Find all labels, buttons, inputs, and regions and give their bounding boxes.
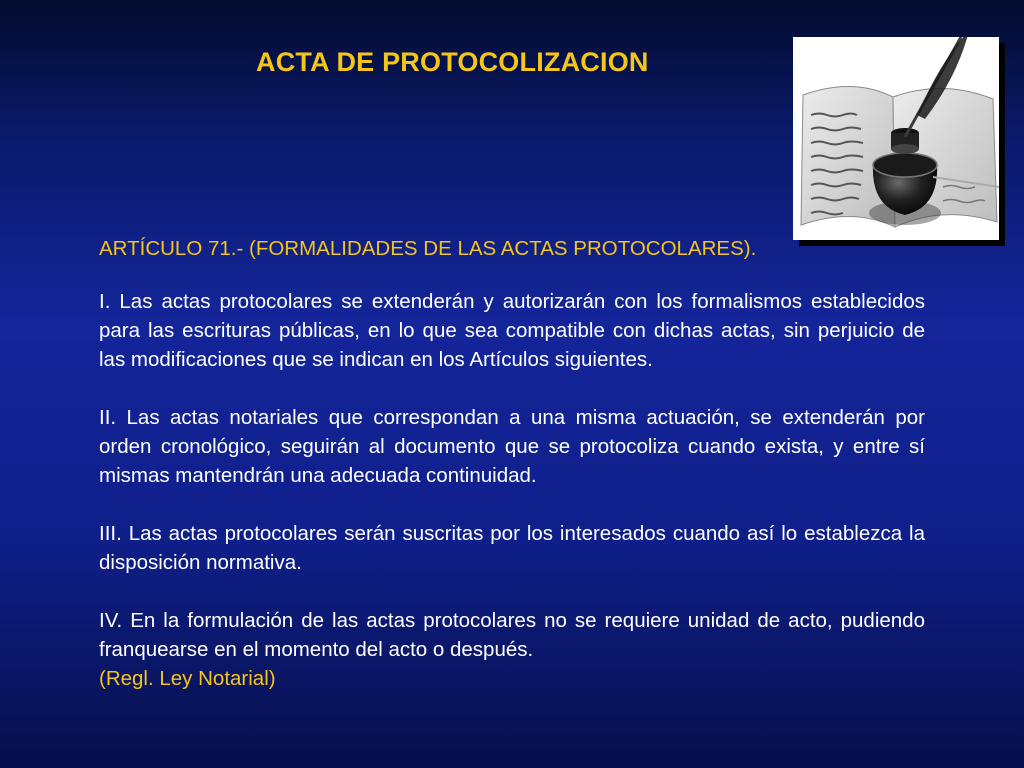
paragraph-i: I. Las actas protocolares se extenderán y autorizarán con los formalismos establecidos para las escrituras públicas, en lo que sea compatible con dichas actas, sin perjuicio de las modificaciones que se indican en los Artículos siguientes.: [99, 290, 925, 371]
quill-inkwell-book-icon: [793, 37, 999, 240]
slide-title: ACTA DE PROTOCOLIZACION: [256, 47, 649, 77]
paragraph-iv: IV. En la formulación de las actas protocolares no se requiere unidad de acto, pudiendo franquearse en el momento del acto o después.: [99, 609, 925, 661]
paragraph-ii: II. Las actas notariales que correspondan a una misma actuación, se extenderán por orden cronológico, seguirán al documento que se protocoliza cuando exista, y entre sí mismas mantendrán una adecuada continuidad.: [99, 406, 925, 487]
source-citation: (Regl. Ley Notarial): [99, 667, 276, 690]
article-heading: ARTÍCULO 71.- (FORMALIDADES DE LAS ACTAS PROTOCOLARES).: [99, 237, 757, 260]
paragraph-iii: III. Las actas protocolares serán suscritas por los interesados cuando así lo establezca la disposición normativa.: [99, 522, 925, 574]
article-content: [99, 234, 925, 693]
